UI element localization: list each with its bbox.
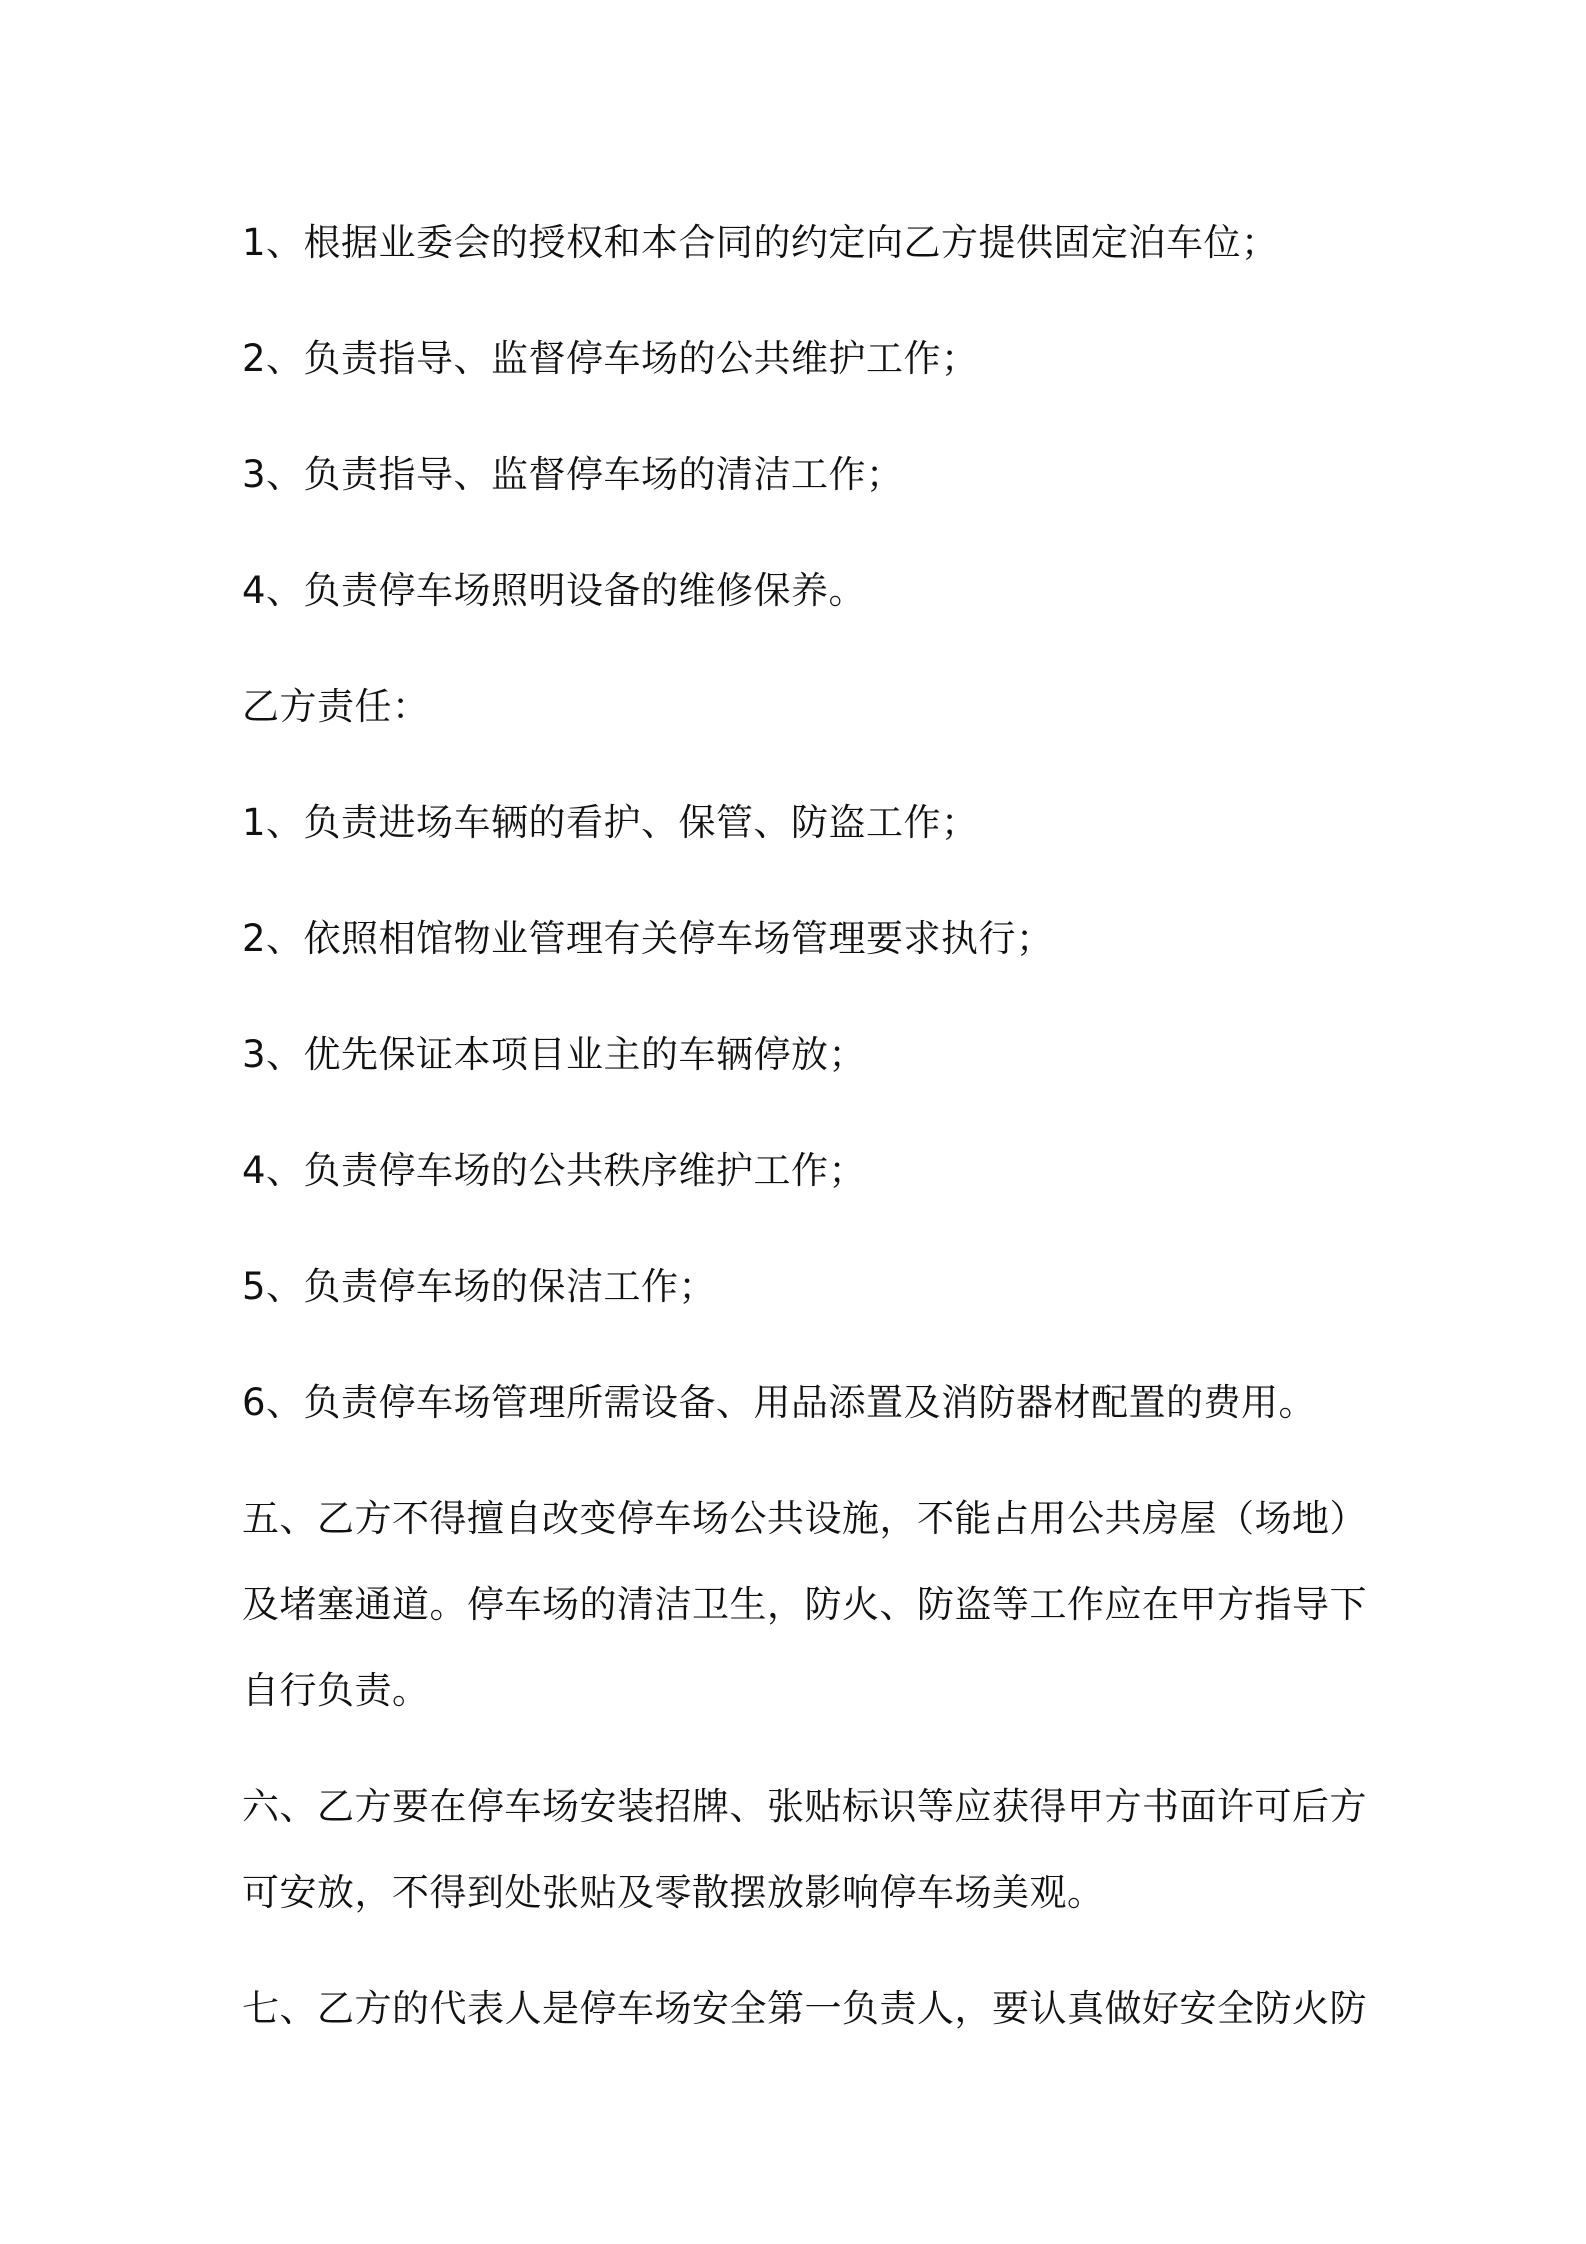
paragraph-9 bbox=[242, 1128, 1362, 1214]
text-line: 4、负责停车场的公共秩序维护工作； bbox=[242, 1149, 867, 1192]
text-line: 六、乙方要在停车场安装招牌、张贴标识等应获得甲方书面许可后方 bbox=[242, 1785, 1367, 1828]
text-line: 3、优先保证本项目业主的车辆停放； bbox=[242, 1033, 867, 1076]
document-body bbox=[242, 200, 1367, 2082]
paragraph-6 bbox=[242, 780, 1362, 866]
paragraph-2 bbox=[242, 316, 1362, 402]
paragraph-1 bbox=[242, 200, 1362, 286]
text-line: 七、乙方的代表人是停车场安全第一负责人，要认真做好安全防火防 bbox=[242, 1987, 1367, 2030]
text-line: 6、负责停车场管理所需设备、用品添置及消防器材配置的费用。 bbox=[242, 1381, 1317, 1424]
text-line: 4、负责停车场照明设备的维修保养。 bbox=[242, 569, 867, 612]
text-line: 乙方责任： bbox=[242, 685, 430, 728]
paragraph-8 bbox=[242, 1012, 1362, 1098]
text-line: 3、负责指导、监督停车场的清洁工作； bbox=[242, 453, 904, 496]
text-line: 五、乙方不得擅自改变停车场公共设施，不能占用公共房屋（场地） bbox=[242, 1497, 1367, 1540]
clause-six bbox=[242, 1764, 1367, 1936]
text-line: 可安放，不得到处张贴及零散摆放影响停车场美观。 bbox=[242, 1871, 1105, 1914]
text-line: 1、负责进场车辆的看护、保管、防盗工作； bbox=[242, 801, 979, 844]
text-line: 2、依照相馆物业管理有关停车场管理要求执行； bbox=[242, 917, 1054, 960]
clause-seven bbox=[242, 1966, 1367, 2052]
paragraph-7 bbox=[242, 896, 1362, 982]
text-line: 及堵塞通道。停车场的清洁卫生，防火、防盗等工作应在甲方指导下 bbox=[242, 1583, 1367, 1626]
clause-five bbox=[242, 1476, 1367, 1734]
paragraph-4 bbox=[242, 548, 1362, 634]
text-line: 2、负责指导、监督停车场的公共维护工作； bbox=[242, 337, 979, 380]
text-line: 5、负责停车场的保洁工作； bbox=[242, 1265, 717, 1308]
paragraph-3 bbox=[242, 432, 1362, 518]
text-line: 自行负责。 bbox=[242, 1669, 430, 1712]
paragraph-11 bbox=[242, 1360, 1362, 1446]
section-heading-party-b-responsibility bbox=[242, 664, 1362, 750]
paragraph-10 bbox=[242, 1244, 1362, 1330]
text-line: 1、根据业委会的授权和本合同的约定向乙方提供固定泊车位； bbox=[242, 221, 1279, 264]
